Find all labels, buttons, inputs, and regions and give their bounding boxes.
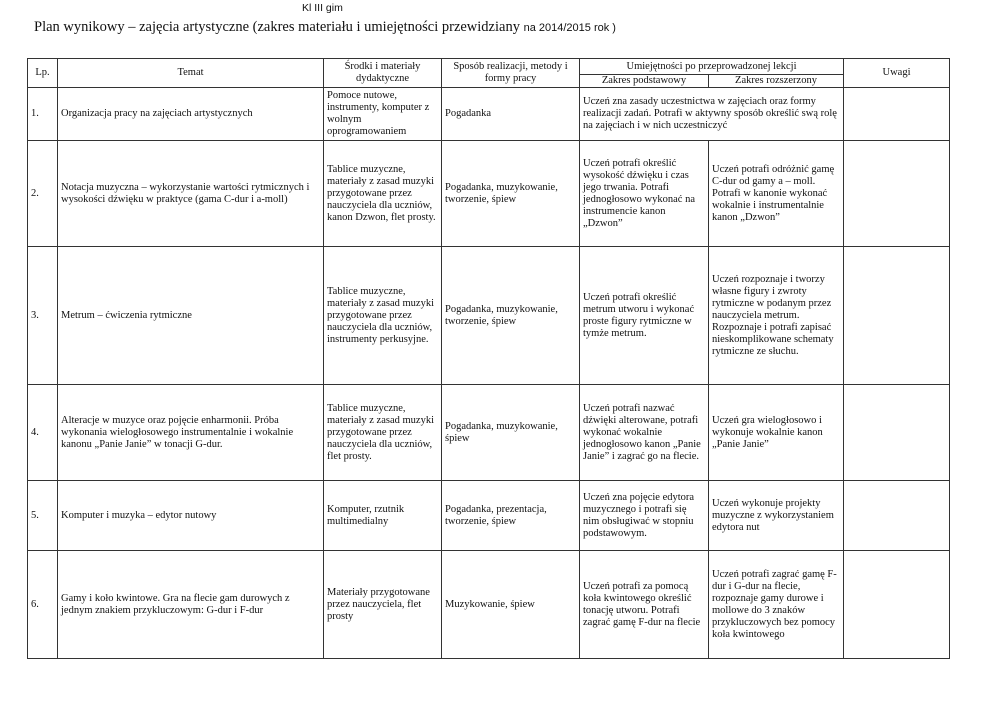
- table-row: [28, 88, 950, 141]
- cell-zakres-podstawowy: Uczeń potrafi za pomocą koła kwintowego określić tonację utworu. Potrafi zagrać gamę F-dur na flecie: [580, 551, 709, 659]
- cell-srodki: Tablice muzyczne, materiały z zasad muzyki przygotowane przez nauczyciela dla uczniów, flet prosty.: [324, 385, 442, 481]
- cell-temat: Gamy i koło kwintowe. Gra na flecie gam durowych z jednym znakiem przykluczowym: G-dur i F-dur: [58, 551, 324, 659]
- cell-temat: Alteracje w muzyce oraz pojęcie enharmonii. Próba wykonania wielogłosowego instrumentalnie i wokalnie kanonu „Panie Janie” w tonacji G-dur.: [58, 385, 324, 481]
- cell-srodki: Materiały przygotowane przez nauczyciela, flet prosty: [324, 551, 442, 659]
- cell-sposob: Pogadanka, prezentacja, tworzenie, śpiew: [442, 481, 580, 551]
- cell-uwagi: [844, 141, 950, 247]
- cell-uwagi: [844, 385, 950, 481]
- table-row: [28, 141, 950, 247]
- title-school-year: na 2014/2015 rok ): [523, 22, 616, 34]
- cell-sposob: Pogadanka, muzykowanie, tworzenie, śpiew: [442, 141, 580, 247]
- cell-lp: 2.: [28, 141, 58, 247]
- cell-zakres-rozszerzony: Uczeń potrafi zagrać gamę F-dur i G-dur na flecie, rozpoznaje gamy durowe i mollowe do 3 znaków przykluczowych bez pomocy koła kwintowego: [709, 551, 844, 659]
- cell-temat: Organizacja pracy na zajęciach artystycznych: [58, 88, 324, 141]
- cell-sposob: Muzykowanie, śpiew: [442, 551, 580, 659]
- cell-uwagi: [844, 247, 950, 385]
- cell-srodki: Komputer, rzutnik multimedialny: [324, 481, 442, 551]
- header-temat: Temat: [58, 59, 324, 88]
- cell-temat: Notacja muzyczna – wykorzystanie wartości rytmicznych i wysokości dźwięku w praktyce (gama C-dur i a-moll): [58, 141, 324, 247]
- cell-temat: Komputer i muzyka – edytor nutowy: [58, 481, 324, 551]
- table-row: [28, 481, 950, 551]
- title-main: Plan wynikowy – zajęcia artystyczne (zakres materiału i umiejętności przewidziany: [34, 19, 520, 35]
- header-zakres-podstawowy: Zakres podstawowy: [580, 75, 709, 88]
- cell-zakres-rozszerzony: Uczeń gra wielogłosowo i wykonuje wokalnie kanon „Panie Janie”: [709, 385, 844, 481]
- cell-srodki: Pomoce nutowe, instrumenty, komputer z wolnym oprogramowaniem: [324, 88, 442, 141]
- header-lp: Lp.: [28, 59, 58, 88]
- cell-lp: 4.: [28, 385, 58, 481]
- cell-zakres-podstawowy: Uczeń potrafi określić metrum utworu i wykonać proste figury rytmiczne w tymże metrum.: [580, 247, 709, 385]
- cell-temat: Metrum – ćwiczenia rytmiczne: [58, 247, 324, 385]
- header-sposob: Sposób realizacji, metody i formy pracy: [442, 59, 580, 88]
- cell-lp: 5.: [28, 481, 58, 551]
- header-srodki: Środki i materiały dydaktyczne: [324, 59, 442, 88]
- cell-uwagi: [844, 481, 950, 551]
- class-label: Kl III gim: [302, 2, 343, 14]
- cell-zakres-podstawowy: Uczeń potrafi nazwać dźwięki alterowane, potrafi wykonać wokalnie jednogłosowo kanon „Panie Janie” i zagrać go na flecie.: [580, 385, 709, 481]
- cell-zakres-podstawowy: Uczeń zna pojęcie edytora muzycznego i potrafi się nim obsługiwać w stopniu podstawowym.: [580, 481, 709, 551]
- cell-zakres-podstawowy: Uczeń potrafi określić wysokość dźwięku i czas jego trwania. Potrafi jednogłosowo wykonać na instrumencie kanon „Dzwon”: [580, 141, 709, 247]
- document-title: [34, 19, 616, 36]
- cell-uwagi: [844, 88, 950, 141]
- cell-srodki: Tablice muzyczne, materiały z zasad muzyki przygotowane przez nauczyciela dla uczniów, instrumenty perkusyjne.: [324, 247, 442, 385]
- cell-sposob: Pogadanka, muzykowanie, śpiew: [442, 385, 580, 481]
- cell-umiejetnosci: Uczeń zna zasady uczestnictwa w zajęciach oraz formy realizacji zadań. Potrafi w aktywny sposób określić swą rolę na zajęciach i w nich uczestniczyć: [580, 88, 844, 141]
- cell-lp: 1.: [28, 88, 58, 141]
- table-row: [28, 385, 950, 481]
- cell-sposob: Pogadanka, muzykowanie, tworzenie, śpiew: [442, 247, 580, 385]
- cell-sposob: Pogadanka: [442, 88, 580, 141]
- cell-lp: 6.: [28, 551, 58, 659]
- cell-lp: 3.: [28, 247, 58, 385]
- cell-srodki: Tablice muzyczne, materiały z zasad muzyki przygotowane przez nauczyciela dla uczniów, kanon Dzwon, flet prosty.: [324, 141, 442, 247]
- table-row: [28, 551, 950, 659]
- cell-zakres-rozszerzony: Uczeń potrafi odróżnić gamę C-dur od gamy a – moll. Potrafi w kanonie wykonać wokalnie i instrumentalnie kanon „Dzwon”: [709, 141, 844, 247]
- header-umiejetnosci: Umiejętności po przeprowadzonej lekcji: [580, 59, 844, 75]
- cell-zakres-rozszerzony: Uczeń rozpoznaje i tworzy własne figury i zwroty rytmiczne w podanym przez nauczyciela metrum. Rozpoznaje i potrafi zapisać nieskomplikowane schematy rytmiczne ze słuchu.: [709, 247, 844, 385]
- table-row: [28, 247, 950, 385]
- cell-zakres-rozszerzony: Uczeń wykonuje projekty muzyczne z wykorzystaniem edytora nut: [709, 481, 844, 551]
- lesson-plan-table: [27, 58, 950, 659]
- cell-uwagi: [844, 551, 950, 659]
- header-zakres-rozszerzony: Zakres rozszerzony: [709, 75, 844, 88]
- header-uwagi: Uwagi: [844, 59, 950, 88]
